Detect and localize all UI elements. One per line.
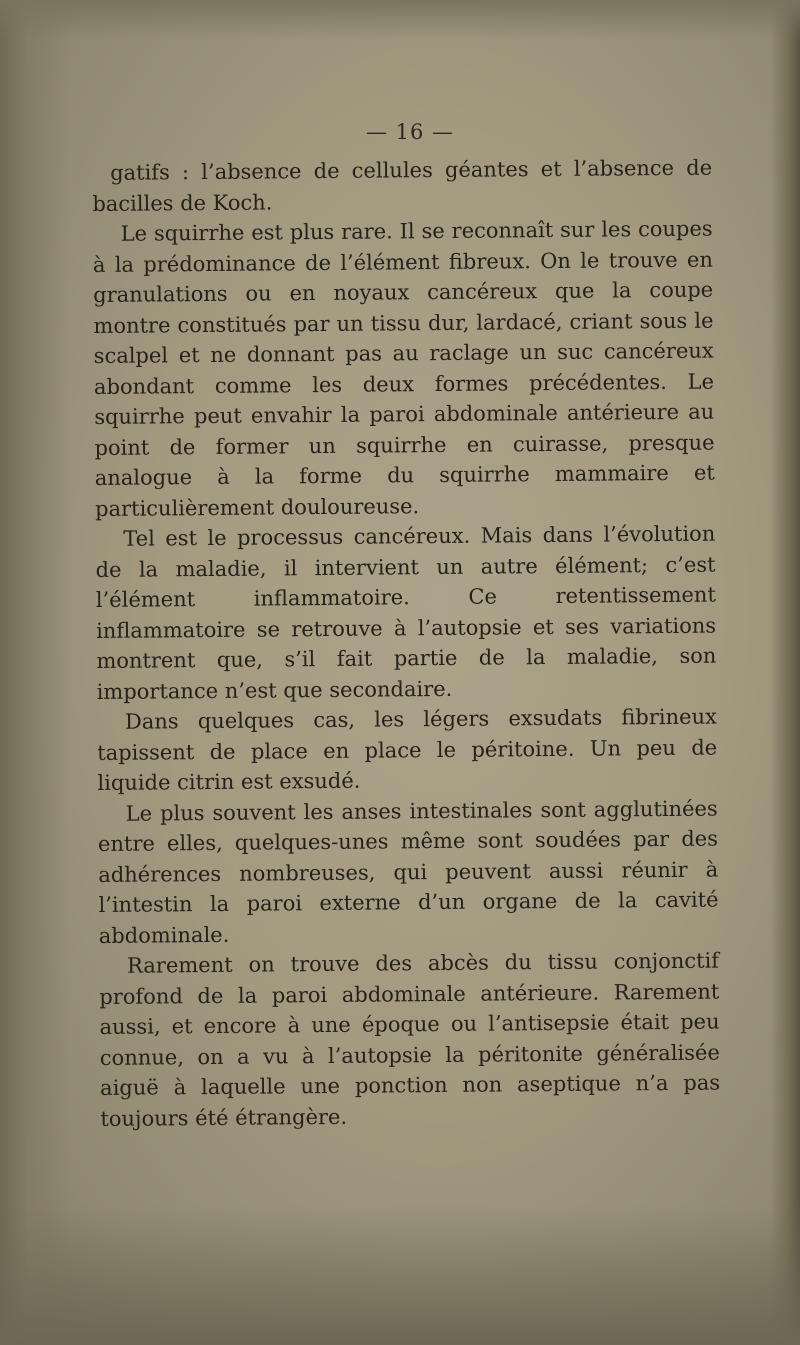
paragraph-continuation: gatifs : l’absence de cellules géantes et l’absence de bacilles de Koch. — [92, 155, 713, 216]
page-number: — 16 — — [365, 120, 455, 144]
paragraph-exsudats: Dans quelques cas, les légers exsudats fibrineux tapissent de place en place le péritoine. Un peu de liquide citrin est exsudé. — [97, 704, 718, 795]
body-text — [92, 153, 720, 1134]
paragraph-squirrhe: Le squirrhe est plus rare. Il se reconnaît sur les coupes à la prédominance de l’élément fibreux. On le trouve en granulations ou en noyaux cancéreux que la coupe montre constitués par un tissu dur, lardacé, criant sous le scalpel et ne donnant pas au raclage un suc cancéreux abondant comme les deux formes précédentes. Le squirrhe peut envahir la paroi abdominale antérieure au point de former un squirrhe en cuirasse, presque analogue à la forme du squirrhe mammaire et particulièrement douloureuse. — [92, 216, 715, 521]
paragraph-abces: Rarement on trouve des abcès du tissu conjonctif profond de la paroi abdominale antérieure. Rarement aussi, et encore à une époque ou l’antisepsie était peu connue, on a vu à l’autopsie la péritonite généralisée aiguë à laquelle une ponction non aseptique n’a pas toujours été étrangère. — [99, 948, 721, 1131]
paragraph-anses: Le plus souvent les anses intestinales sont agglutinées entre elles, quelques-unes même sont soudées par des adhérences nombreuses, qui peuvent aussi réunir à l’intestin la paroi externe d’un organe de la cavité abdominale. — [97, 796, 719, 948]
page-shadow-top — [0, 0, 800, 40]
page-shadow-right — [770, 0, 800, 1345]
paragraph-processus: Tel est le processus cancéreux. Mais dans l’évolution de la maladie, il intervient un autre élément; c’est l’élément inflammatoire. Ce retentissement inflammatoire se retrouve à l’autopsie et ses variations montrent que, s’il fait partie de la maladie, son importance n’est que secondaire. — [95, 521, 717, 704]
page-shadow-bottom — [0, 1205, 800, 1345]
page-shadow-left — [0, 0, 70, 1345]
